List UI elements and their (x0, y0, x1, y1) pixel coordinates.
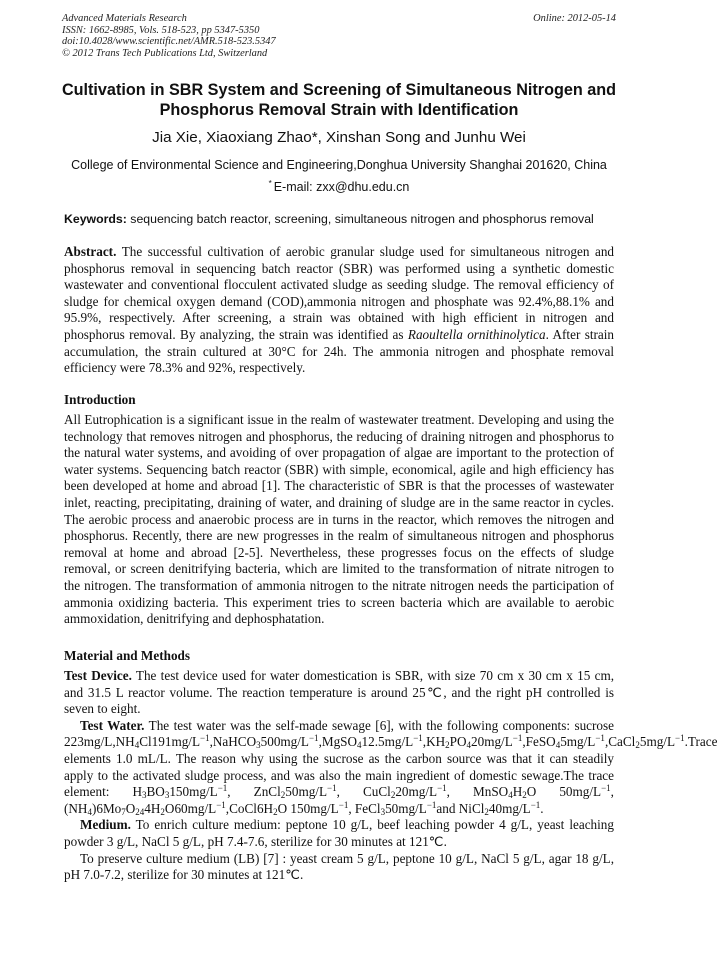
issn-line: ISSN: 1662-8985, Vols. 518-523, pp 5347-5350 (62, 24, 260, 36)
test-device-paragraph (64, 668, 614, 718)
author-list: Jia Xie, Xiaoxiang Zhao*, Xinshan Song and Junhu Wei (152, 129, 526, 146)
doi-line: doi:10.4028/www.scientific.net/AMR.518-523.5347 (62, 36, 276, 48)
email-text: E-mail: zxx@dhu.edu.cn (273, 180, 410, 194)
abstract-text: The successful cultivation of aerobic granular sludge used for simultaneous nitrogen and phosphorus removal in sequencing batch reactor (SBR) was performed using a synthetic domestic wastewater and conventional flocculent activated sludge as seeding sludge. The removal efficiency of sludge for chemical oxygen demand (COD),ammonia nitrogen and phosphate was 92.4%,88.1% and 95.9%, respectively. After screening, a strain was obtained with high efficient in nitrogen and phosphorus removal. By analyzing, the strain was identified as (64, 244, 615, 342)
corresponding-mark: * (268, 179, 272, 188)
introduction-heading: Introduction (64, 392, 136, 407)
test-water-paragraph (64, 717, 717, 818)
methods-section (64, 668, 717, 884)
medium-paragraph (64, 817, 614, 850)
medium-label: Medium. (80, 817, 131, 833)
methods-heading: Material and Methods (64, 648, 191, 663)
test-device-label: Test Device. (64, 668, 132, 683)
keywords-label: Keywords: (64, 212, 127, 226)
test-water-label: Test Water. (80, 717, 145, 733)
abstract-label: Abstract. (64, 244, 117, 259)
affiliation: College of Environmental Science and Engineering,Donghua University Shanghai 201620, China (71, 158, 607, 172)
paper-title: Cultivation in SBR System and Screening of Simultaneous Nitrogen and Phosphorus Removal Strain with Identification (61, 81, 617, 119)
medium-text: To enrich culture medium: peptone 10 g/L, beef leaching powder 4 g/L, yeast leaching powder 3 g/L, NaCl 5 g/L, pH 7.4-7.6, sterilize for 30 minutes at 121℃. (64, 817, 614, 849)
online-date: Online: 2012-05-14 (533, 13, 616, 24)
abstract (64, 244, 614, 377)
keywords (64, 211, 620, 227)
journal-header (62, 13, 616, 59)
copyright-line: © 2012 Trans Tech Publications Ltd, Switzerland (62, 47, 268, 59)
author-email (40, 176, 638, 195)
test-device-text: The test device used for water domestication is SBR, with size 70 cm x 30 cm x 15 cm, and 31.5 L reactor volume. The reaction temperature is around 25℃, and the right pH controlled is seven to eight. (64, 668, 615, 717)
journal-name: Advanced Materials Research (62, 13, 187, 24)
species-name: Raoultella ornithinolytica (407, 326, 546, 342)
introduction-section (64, 412, 614, 628)
test-water-text: The test water was the self-made sewage [6], with the following components: sucrose $223mg/L,NH_4Cl191mg/L^{-1},NaHCO_3500mg/L^{-1},MgSO_412.5mg/L^{-1},KH_2PO_420mg/L^{-1},FeSO_45mg/L^{-1},CaCl_25mg/L^{-1}.Trace$ elements 1.0 mL/L. The reason why using the sucrose as the carbon source was that it can steadily apply to the activated sludge process, and was also the main ingredient of domestic sewage.The trace element: $H_3BO_3150mg/L^{-1}$, $ZnCl_250mg/L^{-1}$, $CuCl_220mg/L^{-1}$, $MnSO_4H_2O$ $50mg/L^{-1},(NH_4)6Mo_7O_{24}4H_2O60mg/L^{-1},CoCl6H_2O$ $150mg/L^{-1}$, $FeCl_350mg/L^{-1}and$ $NiCl_240mg/L^{-1}$. (64, 717, 717, 817)
abstract-text-end: . After strain accumulation, the strain cultured at 30°C for 24h. The ammonia nitrogen and phosphate removal efficiency were 78.3% and 92%, respectively. (64, 326, 614, 376)
keywords-text: sequencing batch reactor, screening, simultaneous nitrogen and phosphorus removal (130, 212, 594, 226)
introduction-text: All Eutrophication is a significant issue in the realm of wastewater treatment. Developing and using the technology that removes nitrogen and phosphorus, the reducing of draining nitrogen and phosphorus to the natural water systems, and avoiding of over propagation of algae are important to the protection of water systems. Sequencing batch reactor (SBR) with simple, economical, agile and high efficiency has been developed at home and abroad [1]. The characteristic of SBR is that the processes of wastewater inlet, reacting, precipitating, draining of water, and draining of sludge are in the same reactor in cycles. The aerobic process and anaerobic process are in turns in the reactor, which removes the nitrogen and phosphorus. Recently, there are new progresses in the realm of simultaneous nitrogen and phosphorus removal at home and abroad [2-5]. Nevertheless, these progresses focus on the effects of sludge removal, or screen denitrifying bacteria, which are limited to the transformation of nitrate nitrogen to the nitrogen. The transformation of ammonia nitrogen to the nitrate nitrogen needs the participation of ammonia oxidizing bacteria. This experiment tries to screen bacteria which are available to aerobic ammoxidation, denitrifying and dephosphatation. (64, 412, 614, 627)
preserve-medium-paragraph: To preserve culture medium (LB) [7] : yeast cream 5 g/L, peptone 10 g/L, NaCl 5 g/L, agar 18 g/L, pH 7.0-7.2, sterilize for 30 minutes at 121℃. (64, 850, 614, 883)
